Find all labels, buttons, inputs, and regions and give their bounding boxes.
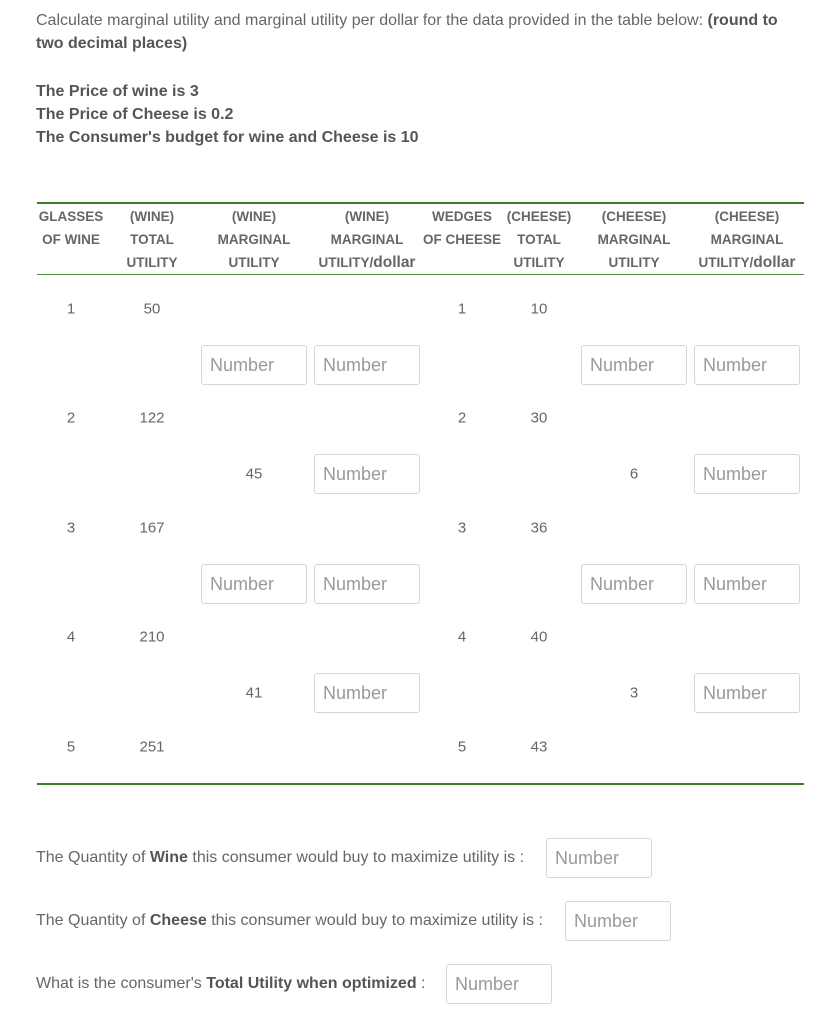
wine-total-utility-cell: 167 xyxy=(139,519,165,537)
header-line xyxy=(319,251,416,274)
cheese-total-utility-cell: 36 xyxy=(530,519,548,537)
header-line: OF CHEESE xyxy=(422,232,501,247)
wine-mu-per-dollar-input[interactable] xyxy=(314,673,420,713)
wine-marginal-utility-input[interactable] xyxy=(201,345,307,385)
wine-quantity-input[interactable] xyxy=(546,838,652,878)
wine-marginal-utility-cell: 45 xyxy=(245,465,263,483)
header-cheese-mupd xyxy=(687,204,807,274)
glasses-of-wine-cell: 3 xyxy=(66,519,76,537)
header-line: UTILITY xyxy=(228,255,280,270)
question-cheese-post: this consumer would buy to maximize utility is : xyxy=(206,912,543,929)
header-line: UTILITY xyxy=(513,255,565,270)
header-line: (WINE) xyxy=(231,209,277,224)
wedges-of-cheese-cell: 5 xyxy=(457,738,467,756)
table-bottom-rule xyxy=(37,783,804,785)
header-line: (CHEESE) xyxy=(506,209,572,224)
cheese-marginal-utility-input[interactable] xyxy=(581,564,687,604)
header-dollar: dollar xyxy=(753,254,796,271)
question-wine-bold: Wine xyxy=(149,849,188,866)
question-total-pre: What is the consumer's xyxy=(36,975,207,992)
question-wine-post: this consumer would buy to maximize utility is : xyxy=(187,849,525,866)
instructions-rounding-note: (round to two decimal places) xyxy=(36,12,778,52)
header-line: TOTAL xyxy=(517,232,561,247)
header-line: (WINE) xyxy=(129,209,175,224)
total-utility-input[interactable] xyxy=(446,964,552,1004)
wine-total-utility-cell: 50 xyxy=(143,300,161,318)
cheese-quantity-input[interactable] xyxy=(565,901,671,941)
header-line: (CHEESE) xyxy=(601,209,667,224)
glasses-of-wine-cell: 2 xyxy=(66,409,76,427)
price-info xyxy=(36,80,736,149)
header-line: (WINE) xyxy=(344,209,390,224)
header-line: (CHEESE) xyxy=(714,209,780,224)
cheese-marginal-utility-cell: 6 xyxy=(629,465,639,483)
header-line: MARGINAL xyxy=(710,232,784,247)
header-wine-mu xyxy=(194,204,314,274)
cheese-total-utility-cell: 30 xyxy=(530,409,548,427)
header-dollar: dollar xyxy=(373,254,416,271)
wedges-of-cheese-cell: 4 xyxy=(457,628,467,646)
wine-marginal-utility-input[interactable] xyxy=(201,564,307,604)
glasses-of-wine-cell: 1 xyxy=(66,300,76,318)
header-utility-slash: UTILITY/ xyxy=(698,255,754,270)
wine-total-utility-cell: 251 xyxy=(139,738,165,756)
cheese-total-utility-cell: 43 xyxy=(530,738,548,756)
wine-mu-per-dollar-input[interactable] xyxy=(314,345,420,385)
glasses-of-wine-cell: 4 xyxy=(66,628,76,646)
header-line: GLASSES xyxy=(38,209,104,224)
wine-mu-per-dollar-input[interactable] xyxy=(314,454,420,494)
header-line: UTILITY xyxy=(608,255,660,270)
instructions-text: Calculate marginal utility and marginal utility per dollar for the data provided in the table below: xyxy=(36,12,708,29)
header-line: WEDGES xyxy=(431,209,492,224)
question-cheese-bold: Cheese xyxy=(149,912,207,929)
question-total-utility xyxy=(36,975,426,993)
header-line: UTILITY xyxy=(126,255,178,270)
instructions xyxy=(36,9,796,55)
wedges-of-cheese-cell: 1 xyxy=(457,300,467,318)
question-cheese-quantity xyxy=(36,912,543,930)
cheese-total-utility-cell: 40 xyxy=(530,628,548,646)
header-line: MARGINAL xyxy=(597,232,671,247)
budget: The Consumer's budget for wine and Cheese is 10 xyxy=(36,129,419,146)
cheese-mu-per-dollar-input[interactable] xyxy=(694,454,800,494)
cheese-marginal-utility-cell: 3 xyxy=(629,684,639,702)
cheese-price: The Price of Cheese is 0.2 xyxy=(36,106,234,123)
cheese-mu-per-dollar-input[interactable] xyxy=(694,564,800,604)
header-cheese-mu xyxy=(574,204,694,274)
header-line: MARGINAL xyxy=(330,232,404,247)
header-line: TOTAL xyxy=(130,232,174,247)
wine-total-utility-cell: 122 xyxy=(139,409,165,427)
wine-mu-per-dollar-input[interactable] xyxy=(314,564,420,604)
header-line: OF WINE xyxy=(42,232,100,247)
glasses-of-wine-cell: 5 xyxy=(66,738,76,756)
cheese-total-utility-cell: 10 xyxy=(530,300,548,318)
wine-total-utility-cell: 210 xyxy=(139,628,165,646)
cheese-mu-per-dollar-input[interactable] xyxy=(694,673,800,713)
question-total-post: : xyxy=(416,975,426,992)
wedges-of-cheese-cell: 3 xyxy=(457,519,467,537)
header-utility-slash: UTILITY/ xyxy=(318,255,374,270)
cheese-mu-per-dollar-input[interactable] xyxy=(694,345,800,385)
question-total-bold: Total Utility when optimized xyxy=(206,975,417,992)
wedges-of-cheese-cell: 2 xyxy=(457,409,467,427)
wine-marginal-utility-cell: 41 xyxy=(245,684,263,702)
cheese-marginal-utility-input[interactable] xyxy=(581,345,687,385)
table-header-rule xyxy=(37,274,804,275)
header-line: MARGINAL xyxy=(217,232,291,247)
header-line xyxy=(699,251,796,274)
wine-price: The Price of wine is 3 xyxy=(36,83,199,100)
question-wine-pre: The Quantity of xyxy=(36,849,150,866)
question-wine-quantity xyxy=(36,849,524,867)
question-cheese-pre: The Quantity of xyxy=(36,912,150,929)
